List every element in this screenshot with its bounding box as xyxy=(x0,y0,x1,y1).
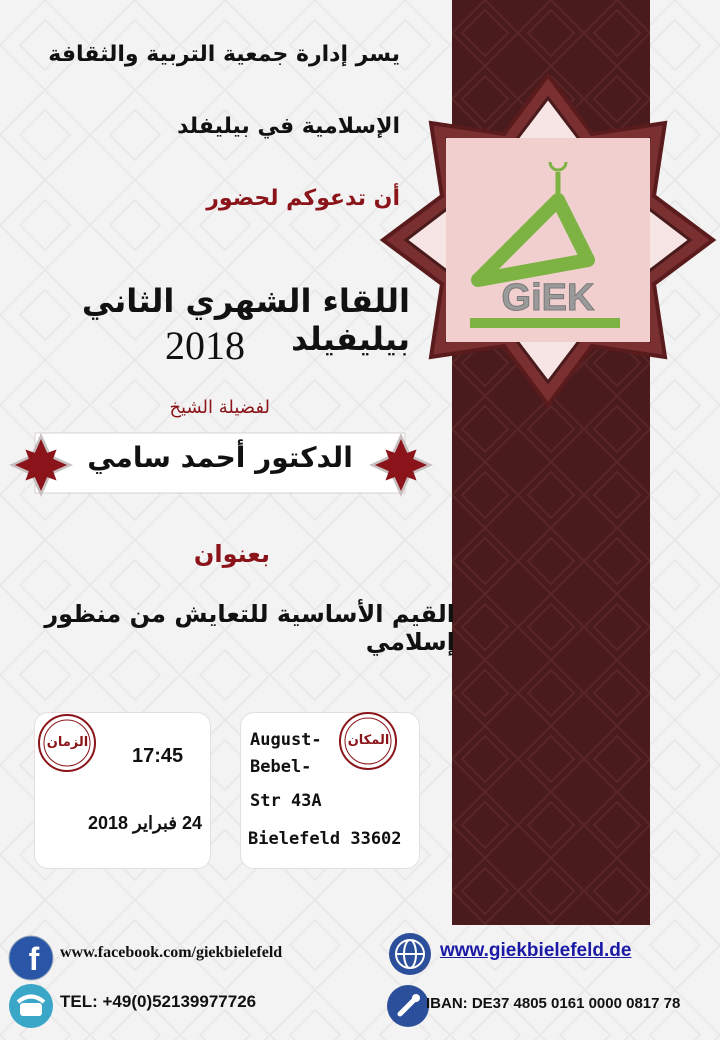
place-seal-text: المكان xyxy=(347,733,390,748)
svg-text:f: f xyxy=(28,941,40,977)
facebook-link[interactable]: www.facebook.com/giekbielefeld xyxy=(60,944,283,961)
phone-number: TEL: +49(0)52139977726 xyxy=(60,992,257,1011)
iban-text: IBAN: DE37 4805 0161 0000 0817 78 xyxy=(426,995,681,1012)
giek-logo xyxy=(378,70,718,410)
phone-icon[interactable] xyxy=(8,983,54,1029)
website-link[interactable]: www.giekbielefeld.de xyxy=(440,940,632,961)
globe-icon[interactable] xyxy=(388,932,432,976)
street-line-3: Str 43A xyxy=(250,791,322,811)
event-title: اللقاء الشهري الثاني بيليفيلد xyxy=(81,282,410,358)
city-line: Bielefeld 33602 xyxy=(248,829,402,849)
facebook-icon[interactable] xyxy=(8,935,54,981)
speaker-name: الدكتور أحمد سامي xyxy=(87,441,353,474)
topic-text: القيم الأساسية للتعايش من منظور إسلامي xyxy=(44,600,455,656)
header-line-2: الإسلامية في بيليفلد xyxy=(177,114,400,139)
street-line-2: Bebel- xyxy=(250,757,312,777)
donation-icon xyxy=(386,984,430,1028)
speaker-prefix: لفضيلة الشيخ xyxy=(169,397,270,418)
street-line-1: August- xyxy=(250,730,322,750)
event-year: 2018 xyxy=(165,323,245,368)
event-date: 24 فبراير 2018 xyxy=(88,813,202,833)
logo-text: GiEK xyxy=(501,277,595,319)
header-line-3: أن تدعوكم لحضور xyxy=(206,186,400,211)
header-line-1: يسر إدارة جمعية التربية والثقافة xyxy=(48,42,400,67)
event-time: 17:45 xyxy=(132,745,184,767)
time-seal-text: الزمان xyxy=(46,735,89,750)
topic-label: بعنوان xyxy=(193,540,270,568)
